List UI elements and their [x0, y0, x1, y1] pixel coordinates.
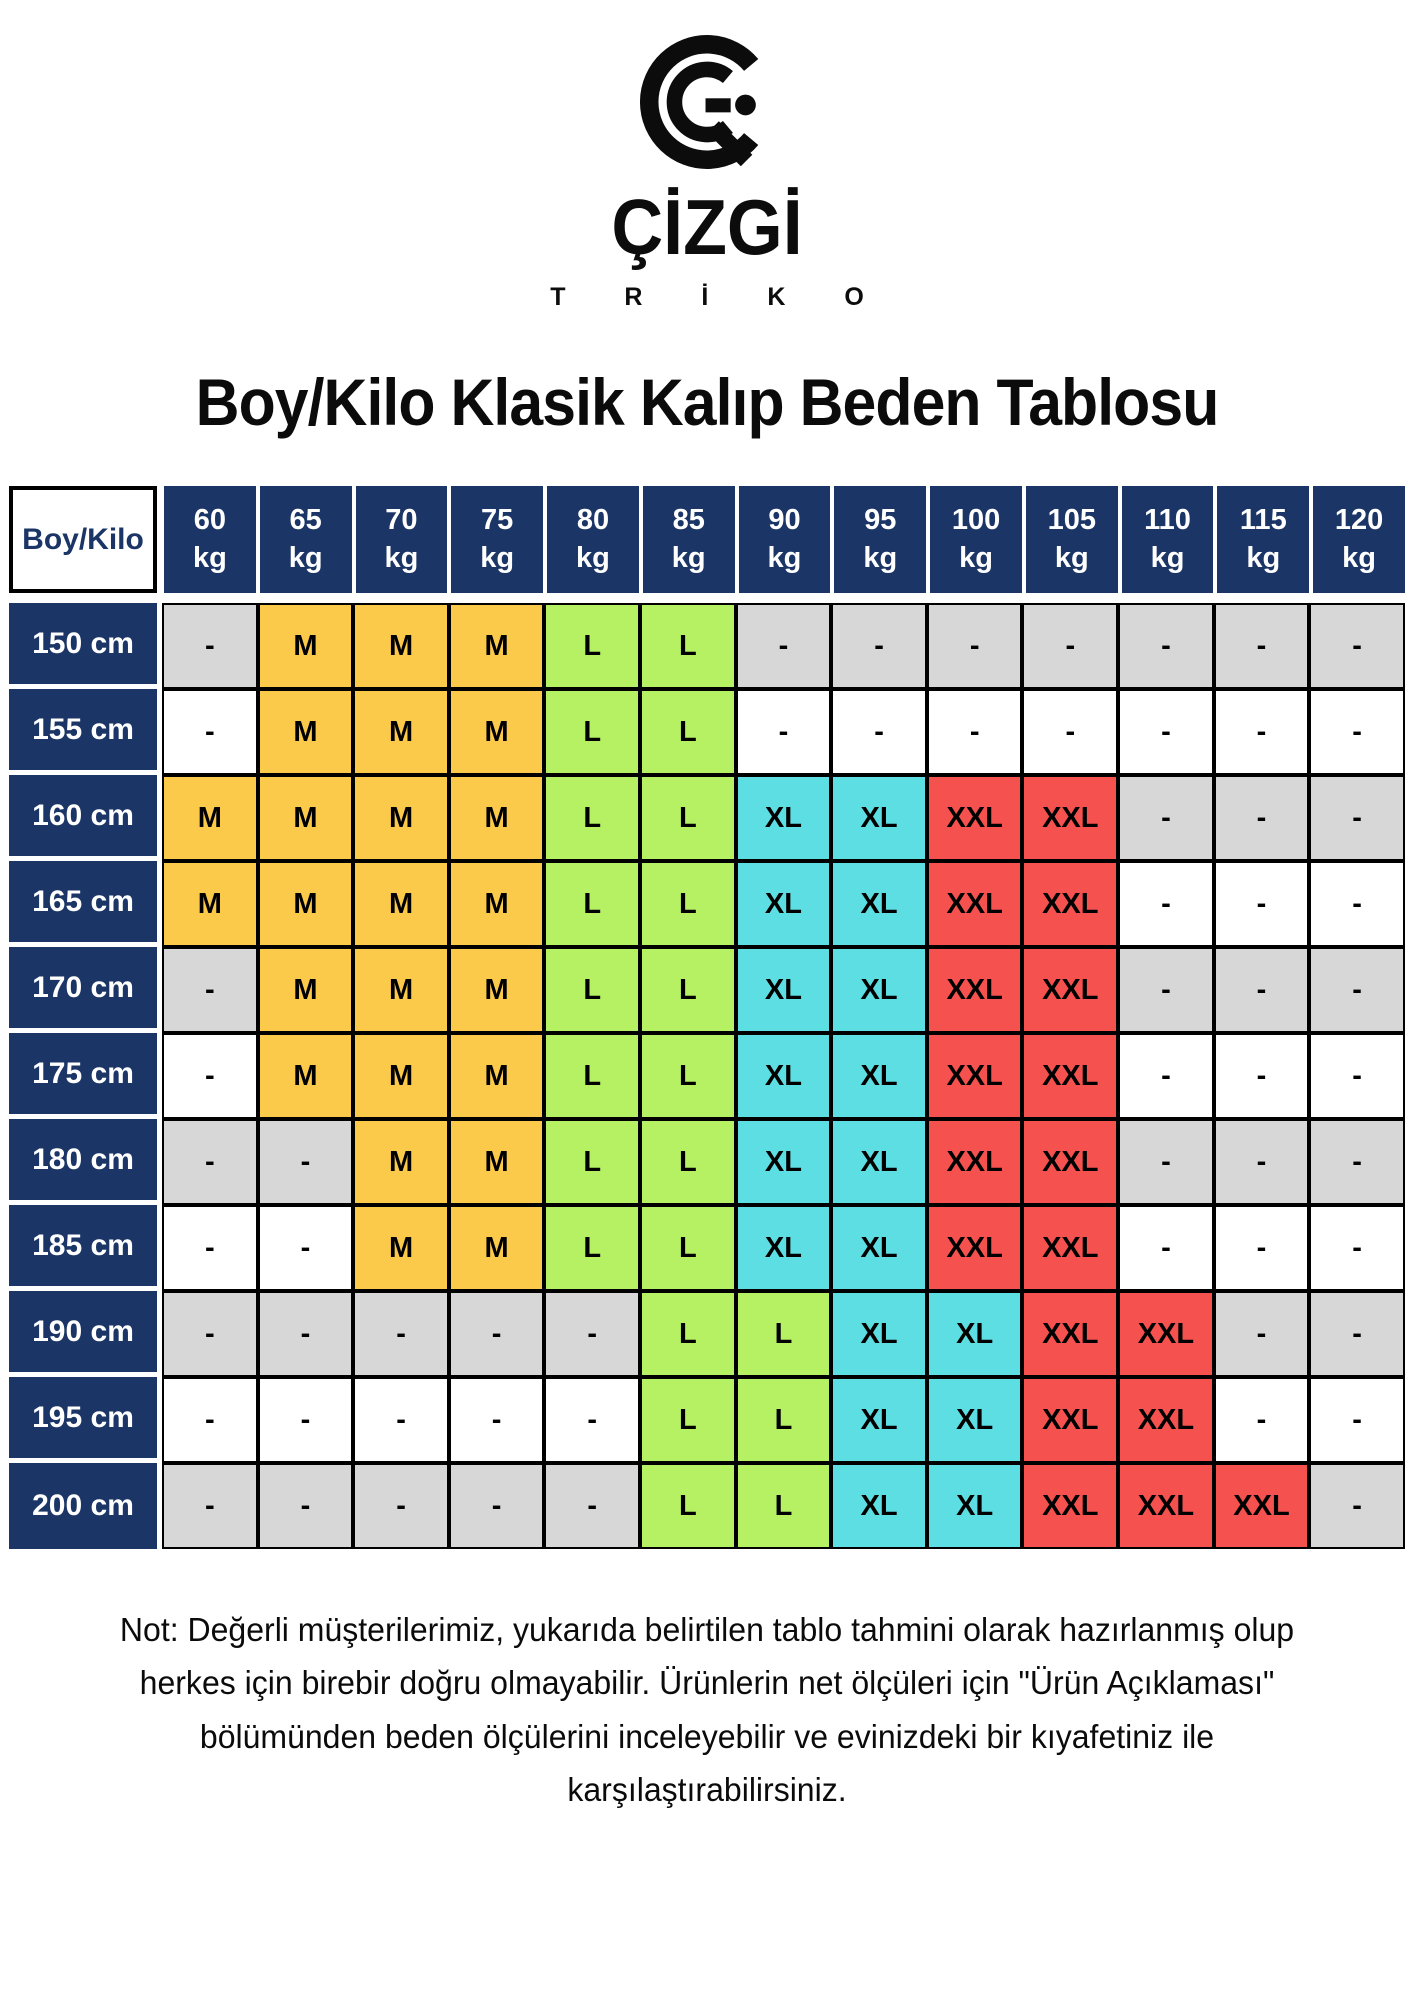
size-cell: - — [1309, 689, 1405, 775]
row-label: 165 cm — [9, 861, 157, 947]
size-cell: XL — [831, 1033, 927, 1119]
size-cell: - — [258, 1377, 354, 1463]
size-cell: XL — [831, 1377, 927, 1463]
size-cell: - — [831, 603, 927, 689]
size-cell: M — [449, 775, 545, 861]
size-cell: M — [449, 1205, 545, 1291]
size-cell: L — [640, 775, 736, 861]
size-cell: M — [449, 947, 545, 1033]
size-cell: - — [449, 1291, 545, 1377]
page-title: Boy/Kilo Klasik Kalıp Beden Tablosu — [195, 365, 1219, 439]
size-cell: - — [258, 1291, 354, 1377]
size-cell: XXL — [927, 1119, 1023, 1205]
size-cell: XL — [736, 947, 832, 1033]
size-cell: L — [544, 775, 640, 861]
size-cell: XL — [927, 1291, 1023, 1377]
size-cell: - — [1022, 689, 1118, 775]
row-label: 160 cm — [9, 775, 157, 861]
size-cell: - — [1214, 775, 1310, 861]
size-cell: M — [258, 1033, 354, 1119]
size-cell: - — [1214, 1291, 1310, 1377]
row-label: 180 cm — [9, 1119, 157, 1205]
col-header-85kg: 85 kg — [643, 486, 735, 593]
size-cell: M — [353, 1119, 449, 1205]
size-cell: XXL — [1022, 1463, 1118, 1549]
col-header-90kg: 90 kg — [739, 486, 831, 593]
size-cell: XL — [831, 861, 927, 947]
size-cell: XL — [831, 947, 927, 1033]
size-cell: XL — [831, 1291, 927, 1377]
size-cell: - — [1309, 1119, 1405, 1205]
table-row-160-cm — [9, 775, 1405, 861]
size-cell: - — [1118, 603, 1214, 689]
size-cell: - — [162, 689, 258, 775]
size-cell: L — [640, 1119, 736, 1205]
table-header-row — [9, 486, 1405, 593]
size-cell: - — [544, 1291, 640, 1377]
size-cell: - — [353, 1463, 449, 1549]
size-cell: L — [640, 947, 736, 1033]
size-cell: - — [1118, 861, 1214, 947]
table-row-195-cm — [9, 1377, 1405, 1463]
size-cell: - — [736, 603, 832, 689]
size-cell: L — [640, 1033, 736, 1119]
size-cell: XL — [736, 1119, 832, 1205]
size-cell: - — [1309, 1033, 1405, 1119]
row-label: 185 cm — [9, 1205, 157, 1291]
col-header-60kg: 60 kg — [164, 486, 256, 593]
size-cell: - — [1214, 1205, 1310, 1291]
size-cell: - — [1214, 861, 1310, 947]
size-cell: L — [640, 603, 736, 689]
table-row-155-cm — [9, 689, 1405, 775]
size-cell: XXL — [1022, 947, 1118, 1033]
size-cell: M — [162, 861, 258, 947]
size-cell: XXL — [1118, 1291, 1214, 1377]
size-cell: - — [1309, 775, 1405, 861]
size-cell: - — [544, 1377, 640, 1463]
size-cell: XL — [927, 1463, 1023, 1549]
size-cell: XL — [831, 1119, 927, 1205]
size-cell: L — [544, 603, 640, 689]
size-cell: M — [162, 775, 258, 861]
table-row-200-cm — [9, 1463, 1405, 1549]
size-cell: - — [353, 1377, 449, 1463]
size-cell: XXL — [1022, 775, 1118, 861]
size-cell: - — [544, 1463, 640, 1549]
size-cell: L — [544, 1205, 640, 1291]
size-cell: M — [449, 689, 545, 775]
size-cell: - — [1214, 1377, 1310, 1463]
brand-name: ÇİZGİ — [611, 183, 803, 271]
size-cell: L — [736, 1463, 832, 1549]
size-cell: M — [353, 603, 449, 689]
size-cell: XXL — [1022, 1033, 1118, 1119]
size-cell: L — [736, 1291, 832, 1377]
corner-header-cell: Boy/Kilo — [9, 486, 157, 593]
size-cell: XXL — [1022, 1205, 1118, 1291]
table-body — [9, 603, 1405, 1549]
size-cell: L — [640, 1463, 736, 1549]
col-header-100kg: 100 kg — [930, 486, 1022, 593]
col-header-110kg: 110 kg — [1122, 486, 1214, 593]
size-cell: L — [640, 1291, 736, 1377]
size-cell: - — [162, 603, 258, 689]
size-cell: M — [353, 1205, 449, 1291]
size-cell: M — [258, 947, 354, 1033]
size-cell: M — [258, 775, 354, 861]
size-cell: M — [449, 1119, 545, 1205]
size-cell: L — [640, 689, 736, 775]
size-cell: - — [1118, 947, 1214, 1033]
size-cell: - — [162, 1463, 258, 1549]
size-cell: - — [1118, 689, 1214, 775]
size-cell: - — [1118, 775, 1214, 861]
size-cell: M — [258, 689, 354, 775]
size-cell: - — [258, 1205, 354, 1291]
col-header-70kg: 70 kg — [356, 486, 448, 593]
size-cell: XXL — [1022, 1291, 1118, 1377]
table-row-190-cm — [9, 1291, 1405, 1377]
size-table — [9, 486, 1405, 1549]
size-cell: XL — [831, 775, 927, 861]
col-header-105kg: 105 kg — [1026, 486, 1118, 593]
size-cell: XXL — [1022, 1377, 1118, 1463]
size-cell: - — [1214, 1119, 1310, 1205]
size-cell: L — [736, 1377, 832, 1463]
size-cell: L — [544, 689, 640, 775]
size-cell: - — [927, 689, 1023, 775]
size-cell: - — [162, 1291, 258, 1377]
size-cell: - — [831, 689, 927, 775]
size-cell: - — [162, 1205, 258, 1291]
size-cell: - — [1309, 1205, 1405, 1291]
brand-logo — [0, 28, 1414, 312]
size-cell: XXL — [927, 1033, 1023, 1119]
size-cell: XL — [736, 775, 832, 861]
size-cell: M — [353, 775, 449, 861]
row-label: 175 cm — [9, 1033, 157, 1119]
cizgi-g-monogram-icon — [633, 28, 781, 176]
size-cell: M — [449, 861, 545, 947]
size-cell: L — [640, 1377, 736, 1463]
size-cell: XXL — [1118, 1377, 1214, 1463]
col-header-120kg: 120 kg — [1313, 486, 1405, 593]
size-cell: L — [544, 947, 640, 1033]
size-cell: M — [258, 603, 354, 689]
size-cell: XXL — [1118, 1463, 1214, 1549]
size-cell: XXL — [1022, 1119, 1118, 1205]
col-header-115kg: 115 kg — [1217, 486, 1309, 593]
size-cell: - — [258, 1463, 354, 1549]
size-cell: M — [353, 689, 449, 775]
size-cell: - — [1309, 1377, 1405, 1463]
table-row-165-cm — [9, 861, 1405, 947]
size-cell: - — [449, 1463, 545, 1549]
col-header-65kg: 65 kg — [260, 486, 352, 593]
size-cell: XXL — [927, 861, 1023, 947]
size-cell: - — [1309, 947, 1405, 1033]
size-cell: - — [1309, 603, 1405, 689]
table-row-175-cm — [9, 1033, 1405, 1119]
size-cell: L — [640, 1205, 736, 1291]
size-cell: - — [1022, 603, 1118, 689]
row-label: 195 cm — [9, 1377, 157, 1463]
table-row-150-cm — [9, 603, 1405, 689]
size-cell: - — [353, 1291, 449, 1377]
size-cell: - — [1214, 947, 1310, 1033]
size-cell: XXL — [927, 775, 1023, 861]
size-cell: - — [1214, 603, 1310, 689]
table-row-170-cm — [9, 947, 1405, 1033]
row-label: 170 cm — [9, 947, 157, 1033]
size-cell: L — [544, 861, 640, 947]
size-cell: L — [544, 1033, 640, 1119]
note-text: Not: Değerli müşterilerimiz, yukarıda belirtilen tablo tahmini olarak hazırlanmış olup herkes için birebir doğru olmayabilir. Ürünlerin net ölçüleri için "Ürün Açıklaması" bölümünden beden ölçülerini inceleyebilir ve evinizdeki bir kıyafetiniz ile karşılaştırabilirsiniz. — [119, 1611, 1295, 1809]
size-cell: XL — [831, 1463, 927, 1549]
size-cell: XL — [736, 861, 832, 947]
size-cell: XXL — [1214, 1463, 1310, 1549]
size-cell: - — [1118, 1119, 1214, 1205]
size-cell: - — [736, 689, 832, 775]
row-label: 190 cm — [9, 1291, 157, 1377]
size-cell: - — [162, 1119, 258, 1205]
row-label: 155 cm — [9, 689, 157, 775]
size-cell: - — [1309, 1463, 1405, 1549]
size-cell: XXL — [1022, 861, 1118, 947]
col-header-75kg: 75 kg — [451, 486, 543, 593]
size-cell: - — [1214, 689, 1310, 775]
size-cell: - — [1118, 1205, 1214, 1291]
size-cell: M — [353, 861, 449, 947]
size-cell: - — [449, 1377, 545, 1463]
size-cell: - — [258, 1119, 354, 1205]
size-cell: - — [1309, 1291, 1405, 1377]
size-cell: XL — [736, 1033, 832, 1119]
row-label: 150 cm — [9, 603, 157, 689]
size-cell: M — [449, 1033, 545, 1119]
size-cell: M — [353, 947, 449, 1033]
size-cell: M — [449, 603, 545, 689]
size-cell: L — [640, 861, 736, 947]
col-header-95kg: 95 kg — [834, 486, 926, 593]
size-cell: - — [927, 603, 1023, 689]
size-cell: - — [162, 947, 258, 1033]
size-cell: XL — [831, 1205, 927, 1291]
size-cell: XL — [736, 1205, 832, 1291]
size-cell: M — [258, 861, 354, 947]
size-cell: M — [353, 1033, 449, 1119]
size-cell: - — [1309, 861, 1405, 947]
table-row-180-cm — [9, 1119, 1405, 1205]
size-cell: - — [1214, 1033, 1310, 1119]
size-cell: XXL — [927, 1205, 1023, 1291]
size-cell: - — [1118, 1033, 1214, 1119]
brand-subtitle: T R İ K O — [550, 283, 890, 311]
row-label: 200 cm — [9, 1463, 157, 1549]
size-cell: XXL — [927, 947, 1023, 1033]
size-cell: L — [544, 1119, 640, 1205]
size-cell: XL — [927, 1377, 1023, 1463]
size-cell: - — [162, 1033, 258, 1119]
size-cell: - — [162, 1377, 258, 1463]
col-header-80kg: 80 kg — [547, 486, 639, 593]
table-row-185-cm — [9, 1205, 1405, 1291]
